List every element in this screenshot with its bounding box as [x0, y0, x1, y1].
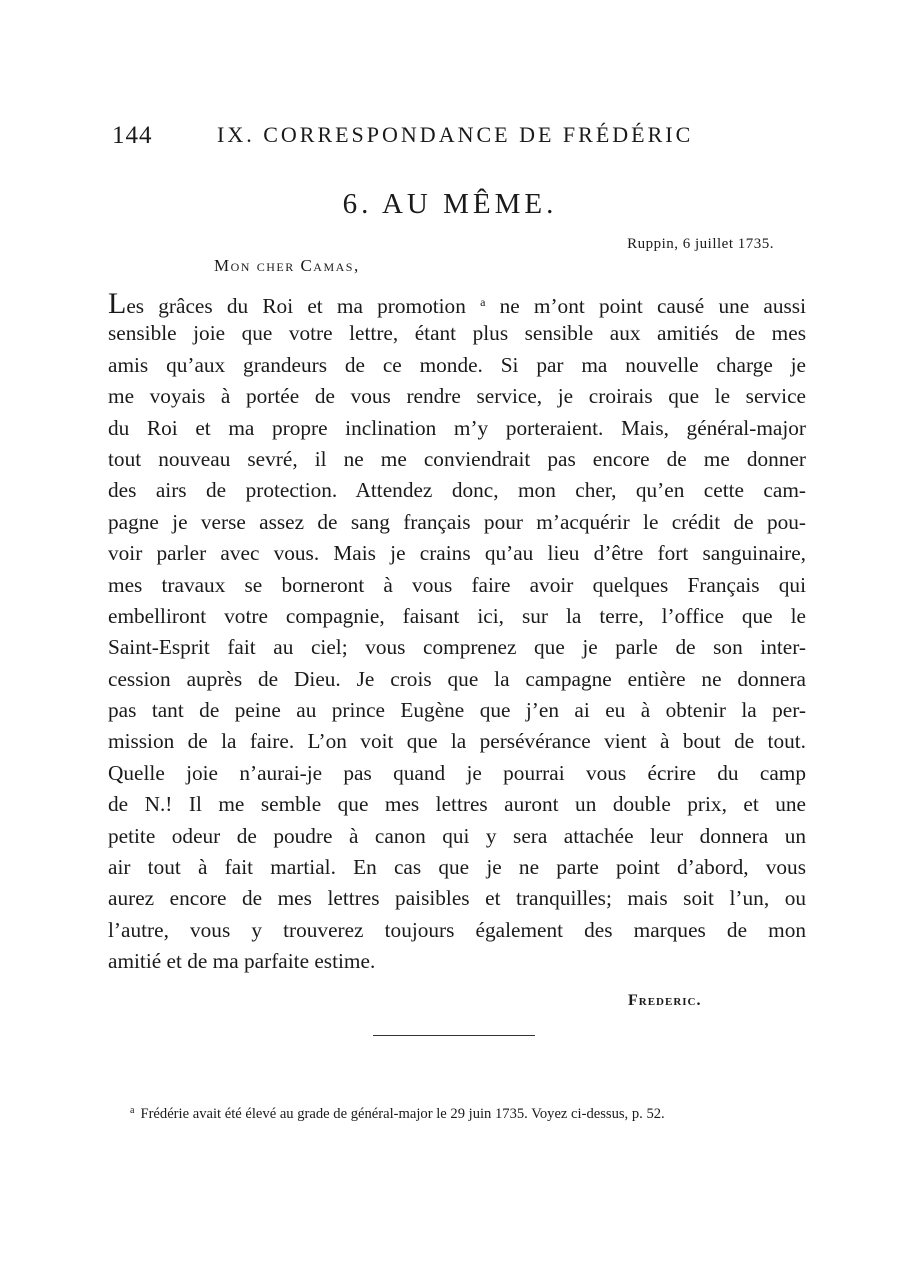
body-line: embelliront votre compagnie, faisant ici, sur la terre, l’office que le — [108, 603, 806, 628]
body-line: l’autre, vous y trouverez toujours également des marques de mon — [108, 917, 806, 942]
letter-body — [108, 287, 806, 978]
body-line: du Roi et ma propre inclination m’y porteraient. Mais, général-major — [108, 415, 806, 440]
running-head — [112, 122, 722, 156]
body-line: des airs de protection. Attendez donc, mon cher, qu’en cette cam- — [108, 478, 806, 503]
dateline: Ruppin, 6 juillet 1735. — [627, 236, 774, 252]
footnote-separator — [373, 1035, 535, 1036]
body-line-text: es grâces du Roi et ma promotion — [126, 294, 466, 318]
body-line: Saint-Esprit fait au ciel; vous comprenez que je parle de son inter- — [108, 635, 806, 660]
body-line-text: ne m’ont point causé une aussi — [499, 294, 806, 318]
body-line: de N.! Il me semble que mes lettres auront un double prix, et une — [108, 792, 806, 817]
body-line: amitié et de ma parfaite estime. — [108, 949, 376, 974]
body-line: mission de la faire. L’on voit que la persévérance vient à bout de tout. — [108, 729, 806, 754]
signature: Frederic. — [628, 992, 702, 1009]
page-number: 144 — [112, 122, 153, 149]
salutation: Mon cher Camas, — [214, 256, 360, 275]
footnote-marker: a — [130, 1105, 135, 1116]
footnote-text: Frédérie avait été élevé au grade de général-major le 29 juin 1735. Voyez ci-dessus, p. 52. — [140, 1106, 665, 1122]
body-line: tout nouveau sevré, il ne me conviendrait pas encore de me donner — [108, 446, 806, 471]
body-line: sensible joie que votre lettre, étant plus sensible aux amitiés de mes — [108, 321, 806, 346]
body-line: petite odeur de poudre à canon qui y sera attachée leur donnera un — [108, 823, 806, 848]
body-line — [108, 287, 806, 318]
body-line: mes travaux se borneront à vous faire avoir quelques Français qui — [108, 572, 806, 597]
body-line: amis qu’aux grandeurs de ce monde. Si par ma nouvelle charge je — [108, 352, 806, 377]
footnote — [108, 1098, 806, 1127]
body-line: voir parler avec vous. Mais je crains qu’au lieu d’être fort sanguinaire, — [108, 541, 806, 566]
body-line: pas tant de peine au prince Eugène que j’en ai eu à obtenir la per- — [108, 698, 806, 723]
running-title: IX. CORRESPONDANCE DE FRÉDÉRIC — [217, 122, 694, 147]
body-line: cession auprès de Dieu. Je crois que la campagne entière ne donnera — [108, 666, 806, 691]
footnote-reference: a — [480, 295, 486, 309]
body-line: aurez encore de mes lettres paisibles et tranquilles; mais soit l’un, ou — [108, 886, 806, 911]
body-line: air tout à fait martial. En cas que je ne parte point d’abord, vous — [108, 855, 806, 880]
body-line: pagne je verse assez de sang français pour m’acquérir le crédit de pou- — [108, 509, 806, 534]
body-line: me voyais à portée de vous rendre service, je croirais que le service — [108, 384, 806, 409]
letter-heading: 6. AU MÊME. — [342, 188, 558, 220]
drop-cap: L — [108, 287, 127, 320]
body-line: Quelle joie n’aurai-je pas quand je pourrai vous écrire du camp — [108, 760, 806, 785]
